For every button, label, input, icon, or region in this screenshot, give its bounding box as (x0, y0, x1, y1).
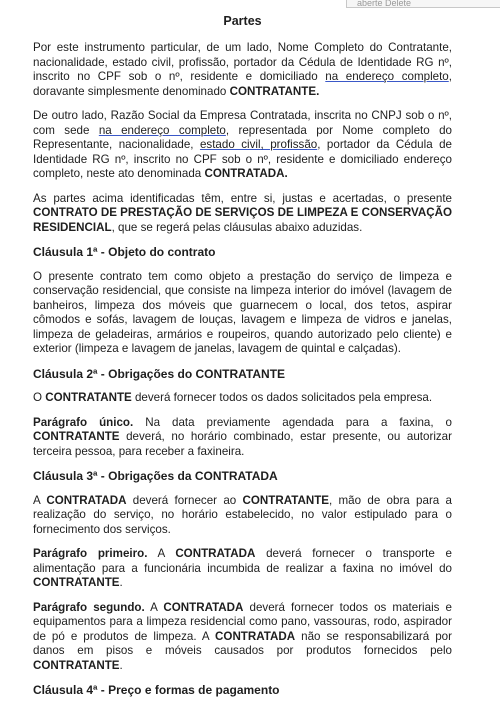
clause-2-heading: Cláusula 2ª - Obrigações do CONTRATANTE (33, 366, 286, 381)
spelling-underline: na endereço completo (98, 123, 226, 137)
party-contratante-paragraph: Por este instrumento particular, de um lado, Nome Completo do Contratante, nacionalidade, estado civil, profissão, portador da Cédula de Identidade RG nº, inscrito no CPF sob o nº, residente e domiciliado na endereço completo, doravante simplesmente denominado CONTRATANTE. (33, 41, 452, 98)
clause-4-heading: Cláusula 4ª - Preço e formas de pagamento (33, 683, 280, 697)
clause-3-paragraph-primeiro: Parágrafo primeiro. A CONTRATADA deverá fornecer o transporte e alimentação para a funcionária incumbida de realizar a faxina no imóvel do CONTRATANTE. (33, 547, 452, 589)
page-title: Partes (223, 14, 262, 28)
clause-2-text: O CONTRATANTE deverá fornecer todos os dados solicitados pela empresa. (33, 391, 433, 404)
clause-1-heading: Cláusula 1ª - Objeto do contrato (33, 245, 216, 259)
clause-3-heading: Cláusula 3ª - Obrigações da CONTRATADA (33, 469, 278, 483)
clause-3-paragraph-segundo: Parágrafo segundo. A CONTRATADA deverá fornecer todos os materiais e equipamentos para a limpeza residencial como pano, vassouras, rodo, aspirador de pó e produtos de limpeza. A CONTRATADA não se responsabilizará por danos em pisos e móveis causados por produtos fornecidos pelo CONTRATANTE. (33, 600, 452, 672)
spelling-underline: na endereço completo (325, 70, 449, 83)
document-page (33, 14, 452, 708)
clause-2-paragraph-unico: Parágrafo único. Na data previamente agendada para a faxina, o CONTRATANTE deverá, no horário combinado, estar presente, ou autorizar terceira pessoa, para receber a faxineira. (33, 415, 453, 458)
agreement-paragraph: As partes acima identificadas têm, entre si, justas e acertadas, o presente CONTRATO DE PRESTAÇÃO DE SERVIÇOS DE LIMPEZA E CONSERVAÇÃO RESIDENCIAL, que se regerá pelas cláusulas abaixo aduzidas. (33, 191, 452, 234)
toolbar-strip: aberte Delete (346, 0, 500, 8)
party-contratada-paragraph: De outro lado, Razão Social da Empresa Contratada, inscrita no CNPJ sob o nº, com sede na endereço completo, representada por Nome completo do Representante, nacionalidade, estado civil, profissão, portador da Cédula de Identidade RG nº, inscrito no CPF sob o nº, residente e domiciliado endereço completo, neste ato denominada CONTRATADA. (33, 109, 452, 180)
spelling-underline: estado civil, profissão (199, 138, 318, 151)
clause-3-text: A CONTRATADA deverá fornecer ao CONTRATANTE, mão de obra para a realização do serviço, no horário estabelecido, no valor estipulado para o fornecimento dos serviços. (33, 493, 452, 536)
clause-1-text: O presente contrato tem como objeto a prestação do serviço de limpeza e conservação residencial, que consiste na limpeza interior do imóvel (lavagem de banheiros, limpeza dos móveis que guarnecem o local, dos tetos, aspirar cômodos e sofás, lavagem de louças, lavagem e limpeza de vidros e janelas, limpeza de geladeiras, armários e roupeiros, quando autorizado pelo cliente) e exterior (limpeza e lavagem de janelas, lavagem de quintal e calçadas). (33, 269, 452, 355)
